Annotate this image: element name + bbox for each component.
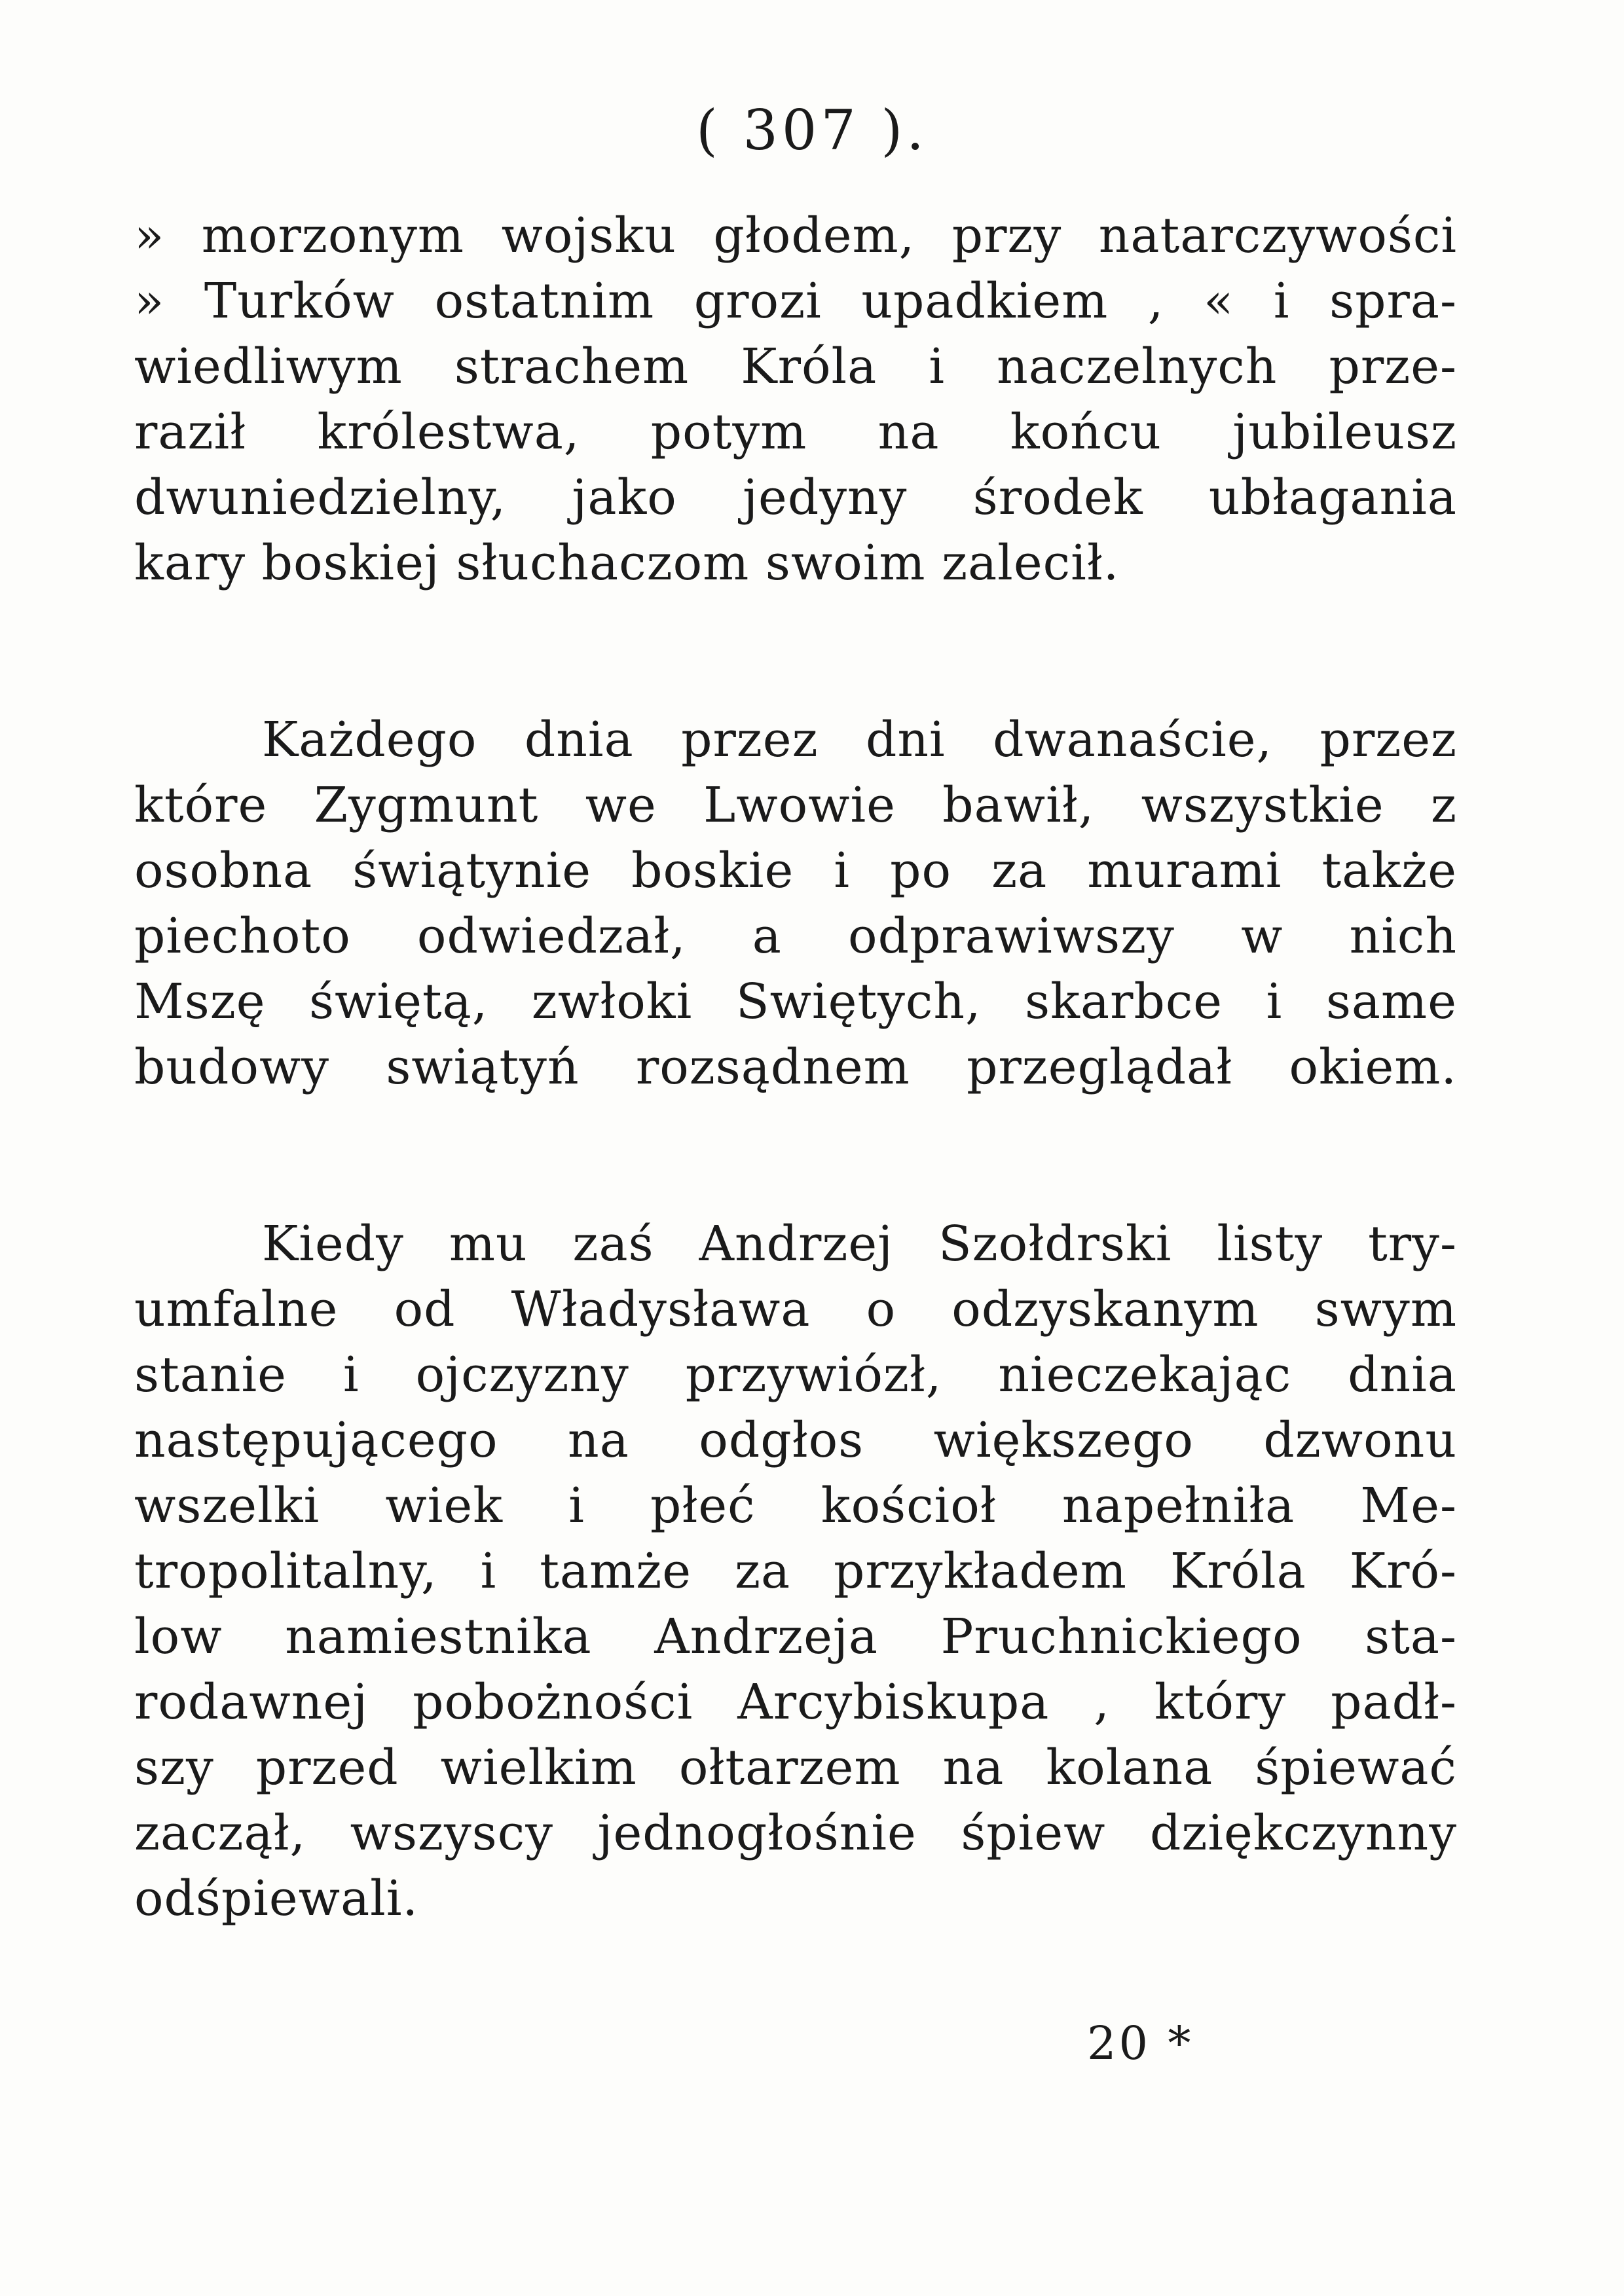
text-line: rodawnej pobożności Arcybiskupa , który padł- [134, 1674, 1457, 1730]
text-line: dwuniedzielny, jako jedyny środek ubłagania [134, 469, 1457, 526]
text-line: » Turków ostatnim grozi upadkiem , « i spra- [134, 273, 1457, 329]
text-line: wszelki wiek i płeć kościoł napełniła Me- [134, 1478, 1457, 1534]
text-line: osobna świątynie boskie i po za murami także [134, 843, 1457, 899]
text-line: stanie i ojczyzny przywiózł, nieczekając dnia [134, 1347, 1457, 1403]
text-line: Kiedy mu zaś Andrzej Szołdrski listy try- [262, 1216, 1457, 1272]
text-line: piechoto odwiedzał, a odprawiwszy w nich [134, 908, 1457, 964]
text-line: Każdego dnia przez dni dwanaście, przez [262, 712, 1457, 768]
signature-mark: 20 * [1087, 2016, 1194, 2070]
text-line: Mszę świętą, zwłoki Swiętych, skarbce i same [134, 974, 1457, 1030]
text-line: następującego na odgłos większego dzwonu [134, 1412, 1457, 1468]
text-line: kary boskiej słuchaczom swoim zalecił. [134, 535, 1120, 591]
text-line: zaczął, wszyscy jednogłośnie śpiew dziękczynny [134, 1805, 1457, 1861]
text-line: » morzonym wojsku głodem, przy natarczywości [134, 208, 1457, 264]
text-line: wiedliwym strachem Króla i naczelnych prze- [134, 338, 1457, 395]
text-line: umfalne od Władysława o odzyskanym swym [134, 1281, 1457, 1338]
text-line: low namiestnika Andrzeja Pruchnickiego sta- [134, 1609, 1457, 1665]
text-line: tropolitalny, i tamże za przykładem Króla Kró- [134, 1543, 1457, 1599]
text-line: szy przed wielkim ołtarzem na kolana śpiewać [134, 1740, 1457, 1796]
text-line: raził królestwa, potym na końcu jubileusz [134, 404, 1457, 460]
page-number: ( 307 ). [696, 98, 928, 162]
text-line: odśpiewali. [134, 1870, 419, 1927]
text-line: budowy swiątyń rozsądnem przeglądał okiem. [134, 1039, 1457, 1095]
text-line: które Zygmunt we Lwowie bawił, wszystkie z [134, 777, 1457, 833]
